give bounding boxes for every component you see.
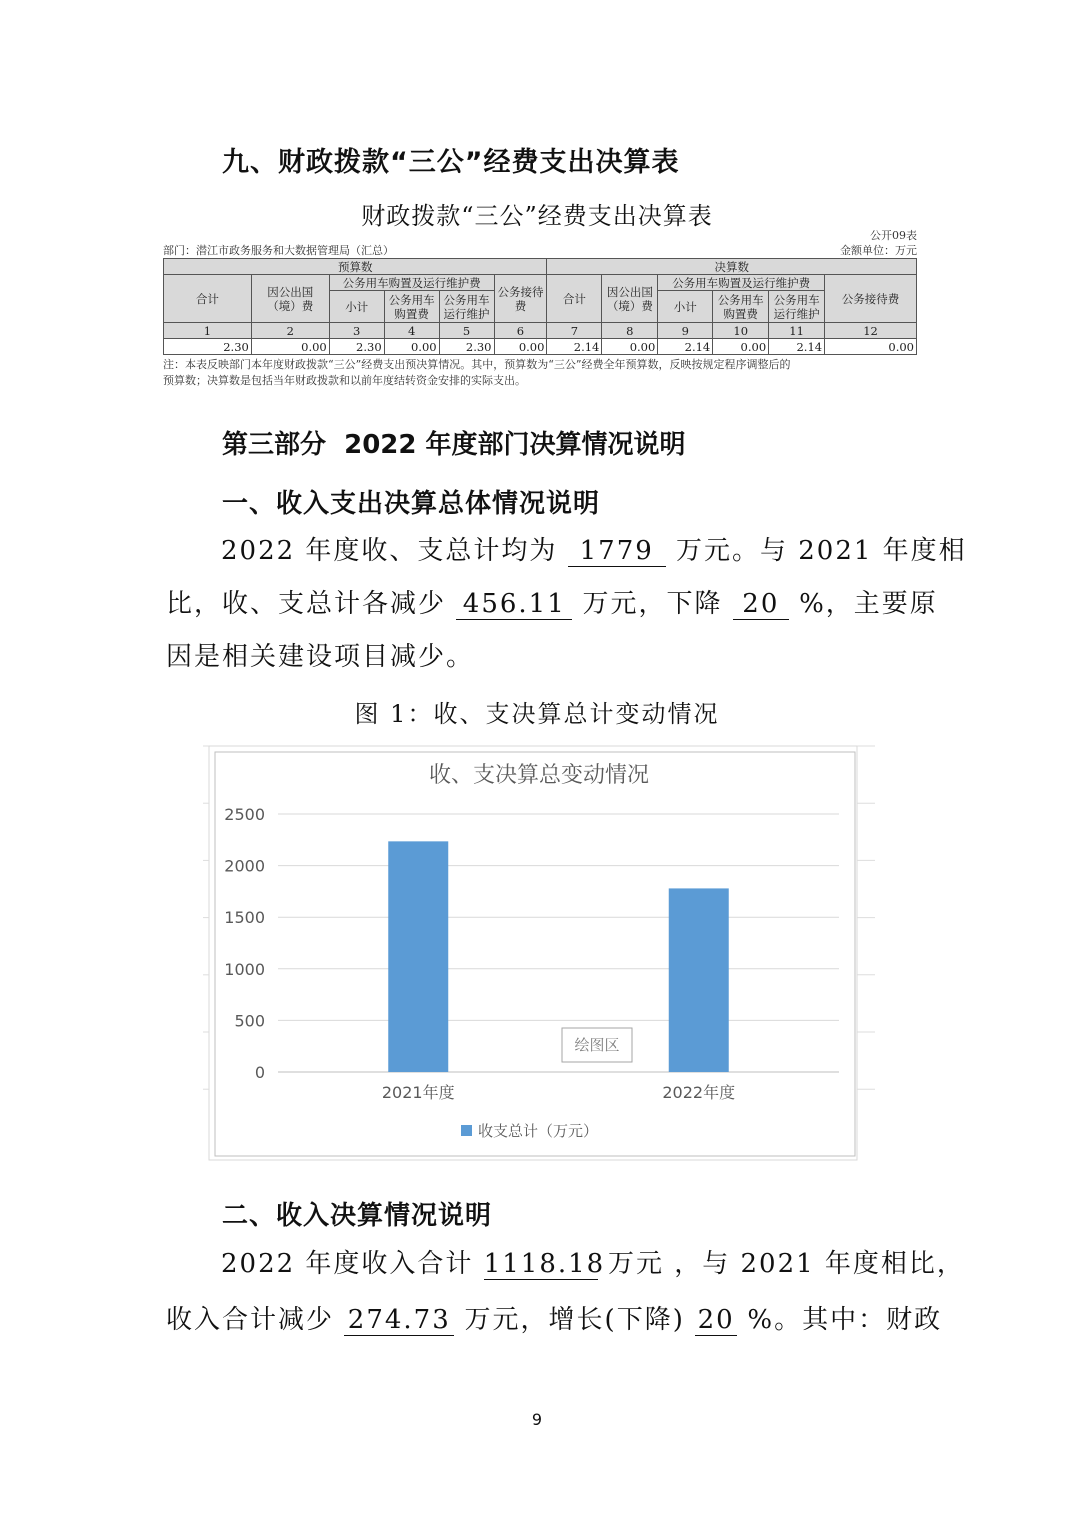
col-abroad: 因公出国（境）费 xyxy=(602,275,658,323)
col-total: 合计 xyxy=(547,275,602,323)
col-operation: 公务用车运行维护 xyxy=(769,291,825,323)
para2-text-a: 2022 年度收入合计 xyxy=(221,1249,474,1279)
y-tick-label: 2500 xyxy=(224,805,265,824)
value-cell: 0.00 xyxy=(251,339,329,355)
col-number: 2 xyxy=(251,323,329,339)
form-number: 公开09表 xyxy=(870,229,917,242)
y-tick-label: 1500 xyxy=(224,908,265,928)
col-number: 12 xyxy=(825,323,917,339)
value-cell: 2.30 xyxy=(439,339,494,355)
department-label: 部门：潜江市政务服务和大数据管理局（汇总） xyxy=(163,244,394,257)
col-number: 6 xyxy=(494,323,547,339)
col-operation: 公务用车运行维护 xyxy=(439,291,494,323)
page-number: 9 xyxy=(531,1410,543,1429)
para1-text-b: 万元。与 2021 年度相 xyxy=(675,536,967,566)
value-cell: 2.14 xyxy=(769,339,825,355)
chart-area xyxy=(215,752,855,1156)
table-note-1: 注：本表反映部门本年度财政拨款“三公”经费支出预决算情况。其中，预算数为“三公”经费全年预算数，反映按规定程序调整后的 xyxy=(163,358,791,371)
col-number: 1 xyxy=(164,323,252,339)
para1-percent-value: 20 xyxy=(733,589,789,620)
part3-heading: 第三部分 2022 年度部门决算情况说明 xyxy=(222,430,686,460)
y-tick-label: 1000 xyxy=(224,959,265,979)
para2-decrease-value: 274.73 xyxy=(344,1305,454,1336)
para1-text-a: 2022 年度收、支总计均为 xyxy=(221,536,558,566)
para1-text-c: 比，收、支总计各减少 xyxy=(166,589,447,619)
table-note-2: 预算数；决算数是包括当年财政拨款和以前年度结转资金安排的实际支出。 xyxy=(163,374,526,387)
bar-2021年度 xyxy=(388,841,448,1072)
budget-header: 预算数 xyxy=(164,259,547,275)
unit-label: 金额单位：万元 xyxy=(840,244,917,257)
para1-decrease-value: 456.11 xyxy=(456,589,572,620)
col-reception: 公务接待费 xyxy=(825,275,917,323)
value-cell: 2.14 xyxy=(658,339,713,355)
col-total: 合计 xyxy=(164,275,252,323)
x-tick-label: 2022年度 xyxy=(662,1083,736,1102)
para2-income-value: 1118.18 xyxy=(483,1249,606,1279)
value-cell: 2.14 xyxy=(547,339,602,355)
bar-2022年度 xyxy=(669,888,729,1072)
col-number: 8 xyxy=(602,323,658,339)
three-public-table xyxy=(163,258,917,355)
col-subtotal: 小计 xyxy=(658,291,713,323)
col-vehicle-group: 公务用车购置及运行维护费 xyxy=(329,275,494,291)
value-cell: 0.00 xyxy=(825,339,917,355)
col-number: 5 xyxy=(439,323,494,339)
y-tick-label: 2000 xyxy=(224,856,265,876)
para1-text-d: 万元，下降 xyxy=(582,589,723,619)
paragraph-2 xyxy=(166,1236,965,1348)
col-purchase: 公务用车购置费 xyxy=(384,291,439,323)
three-public-table-block xyxy=(163,228,917,389)
col-purchase: 公务用车购置费 xyxy=(713,291,769,323)
para2-text-c: 收入合计减少 xyxy=(166,1305,335,1335)
col-number: 3 xyxy=(329,323,384,339)
col-number: 11 xyxy=(769,323,825,339)
chart-container xyxy=(203,744,875,1162)
value-cell: 2.30 xyxy=(329,339,384,355)
col-number: 10 xyxy=(713,323,769,339)
section9-heading: 九、财政拨款“三公”经费支出决算表 xyxy=(222,147,680,178)
para1-text-e: %，主要原 xyxy=(799,589,938,619)
para2-percent-value: 20 xyxy=(695,1305,737,1336)
plot-area-tag: 绘图区 xyxy=(574,1036,620,1054)
col-reception: 公务接待费 xyxy=(494,275,547,323)
para1-text-f: 因是相关建设项目减少。 xyxy=(166,642,475,672)
y-tick-label: 0 xyxy=(254,1063,265,1082)
para2-text-e: %。其中：财政 xyxy=(747,1305,943,1335)
income-expense-chart xyxy=(203,744,875,1162)
col-number: 9 xyxy=(658,323,713,339)
paragraph-1 xyxy=(166,525,967,684)
col-vehicle-group: 公务用车购置及运行维护费 xyxy=(658,275,825,291)
legend-swatch xyxy=(461,1125,472,1136)
value-cell: 0.00 xyxy=(602,339,658,355)
chart-title: 收、支决算总变动情况 xyxy=(428,763,650,788)
col-number: 4 xyxy=(384,323,439,339)
value-cell: 0.00 xyxy=(384,339,439,355)
para2-text-b: 万元 ，与 2021 年度相比， xyxy=(607,1249,965,1279)
y-tick-label: 500 xyxy=(234,1011,265,1031)
col-abroad: 因公出国（境）费 xyxy=(251,275,329,323)
col-number: 7 xyxy=(547,323,602,339)
section2-heading: 二、收入决算情况说明 xyxy=(222,1201,493,1231)
para2-text-d: 万元，增长(下降) xyxy=(464,1305,685,1335)
para1-total-value: 1779 xyxy=(568,536,666,567)
value-cell: 0.00 xyxy=(494,339,547,355)
section1-heading: 一、收入支出决算总体情况说明 xyxy=(222,489,601,519)
value-cell: 2.30 xyxy=(164,339,252,355)
table-title: 财政拨款“三公”经费支出决算表 xyxy=(361,202,713,230)
x-tick-label: 2021年度 xyxy=(381,1083,455,1102)
final-header: 决算数 xyxy=(547,259,917,275)
col-subtotal: 小计 xyxy=(329,291,384,323)
value-cell: 0.00 xyxy=(713,339,769,355)
figure-caption: 图 1：收、支决算总计变动情况 xyxy=(354,700,720,728)
legend-label: 收支总计（万元） xyxy=(478,1122,599,1140)
